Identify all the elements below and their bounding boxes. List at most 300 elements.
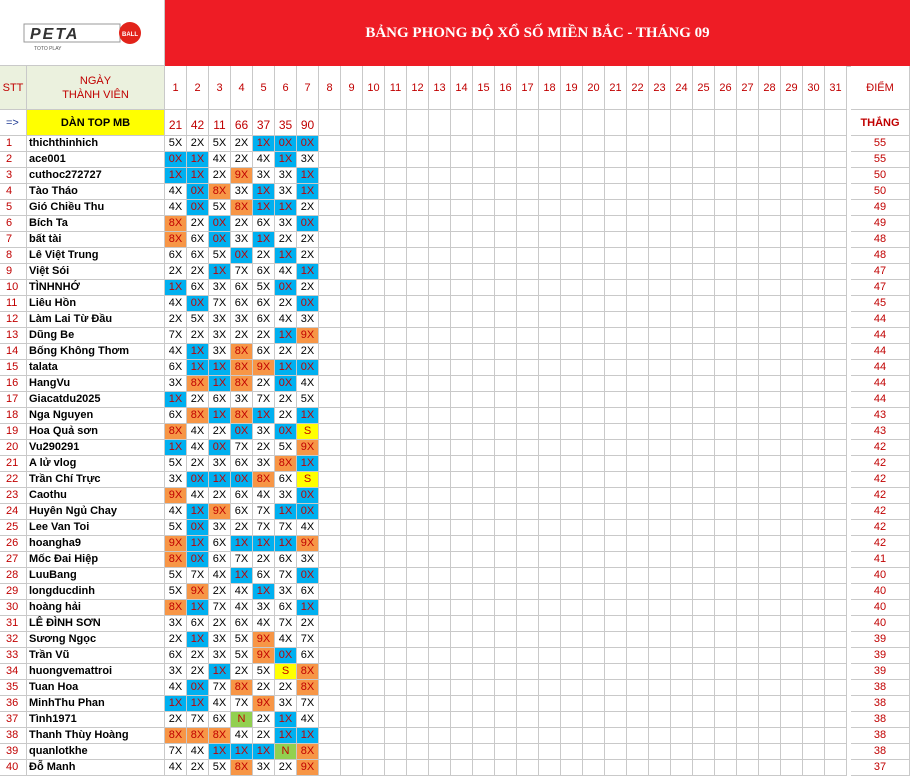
- day-empty-cell: [605, 344, 627, 360]
- day-empty-cell: [561, 424, 583, 440]
- day-empty-cell: [583, 168, 605, 184]
- day-empty-cell: [825, 600, 847, 616]
- day-empty-cell: [451, 376, 473, 392]
- day-result-cell: 2X: [231, 152, 253, 168]
- day-empty-cell: [451, 552, 473, 568]
- day-empty-cell: [693, 392, 715, 408]
- day-empty-cell: [583, 440, 605, 456]
- day-empty-cell: [363, 408, 385, 424]
- day-empty-cell: [605, 456, 627, 472]
- day-empty-cell: [363, 344, 385, 360]
- day-empty-cell: [561, 376, 583, 392]
- day-result-cell: 9X: [253, 632, 275, 648]
- day-empty-cell: [319, 536, 341, 552]
- column-header-day: 22: [627, 66, 649, 110]
- day-empty-cell: [715, 504, 737, 520]
- day-empty-cell: [495, 456, 517, 472]
- day-empty-cell: [627, 680, 649, 696]
- day-empty-cell: [693, 408, 715, 424]
- day-empty-cell: [671, 680, 693, 696]
- day-empty-cell: [737, 184, 759, 200]
- day-empty-cell: [561, 472, 583, 488]
- day-result-cell: 0X: [187, 552, 209, 568]
- day-empty-cell: [781, 376, 803, 392]
- member-score: 39: [851, 664, 910, 680]
- day-empty-cell: [319, 312, 341, 328]
- day-result-cell: 2X: [275, 296, 297, 312]
- day-empty-cell: [451, 424, 473, 440]
- day-result-cell: 6X: [231, 488, 253, 504]
- row-number: 19: [0, 424, 27, 440]
- day-empty-cell: [517, 296, 539, 312]
- day-empty-cell: [341, 696, 363, 712]
- day-empty-cell: [671, 184, 693, 200]
- row-number: 3: [0, 168, 27, 184]
- day-empty-cell: [561, 712, 583, 728]
- day-empty-cell: [473, 696, 495, 712]
- member-score: 49: [851, 216, 910, 232]
- day-empty-cell: [451, 232, 473, 248]
- day-empty-cell: [627, 584, 649, 600]
- day-empty-cell: [407, 408, 429, 424]
- day-empty-cell: [605, 312, 627, 328]
- day-empty-cell: [539, 680, 561, 696]
- day-empty-cell: [407, 200, 429, 216]
- day-empty-cell: [649, 152, 671, 168]
- day-result-cell: 6X: [165, 408, 187, 424]
- day-result-cell: 1X: [165, 696, 187, 712]
- day-empty-cell: [451, 280, 473, 296]
- day-empty-cell: [341, 504, 363, 520]
- member-name: Hoa Quả sơn: [27, 424, 165, 440]
- day-empty-cell: [539, 616, 561, 632]
- day-empty-cell: [495, 328, 517, 344]
- day-empty-cell: [495, 648, 517, 664]
- row-number: 37: [0, 712, 27, 728]
- day-empty-cell: [759, 152, 781, 168]
- member-score: 38: [851, 696, 910, 712]
- day-empty-cell: [451, 184, 473, 200]
- day-empty-cell: [759, 472, 781, 488]
- day-empty-cell: [649, 248, 671, 264]
- day-empty-cell: [627, 232, 649, 248]
- day-empty-cell: [649, 648, 671, 664]
- day-empty-cell: [715, 472, 737, 488]
- top-row-value: [759, 110, 781, 136]
- day-empty-cell: [715, 248, 737, 264]
- day-result-cell: 5X: [275, 440, 297, 456]
- day-empty-cell: [363, 200, 385, 216]
- day-empty-cell: [803, 664, 825, 680]
- day-empty-cell: [803, 232, 825, 248]
- day-empty-cell: [473, 344, 495, 360]
- day-result-cell: 1X: [253, 408, 275, 424]
- day-empty-cell: [583, 376, 605, 392]
- day-empty-cell: [825, 232, 847, 248]
- top-row-value: [737, 110, 759, 136]
- day-empty-cell: [473, 296, 495, 312]
- column-header-day: 18: [539, 66, 561, 110]
- day-result-cell: 0X: [297, 136, 319, 152]
- day-empty-cell: [605, 568, 627, 584]
- day-empty-cell: [407, 648, 429, 664]
- day-empty-cell: [407, 360, 429, 376]
- member-score: 40: [851, 568, 910, 584]
- day-empty-cell: [759, 376, 781, 392]
- day-result-cell: 1X: [253, 744, 275, 760]
- day-empty-cell: [539, 152, 561, 168]
- member-name: longducdinh: [27, 584, 165, 600]
- member-score: 44: [851, 392, 910, 408]
- day-empty-cell: [363, 360, 385, 376]
- day-empty-cell: [605, 632, 627, 648]
- day-empty-cell: [319, 712, 341, 728]
- day-result-cell: 2X: [209, 584, 231, 600]
- day-empty-cell: [319, 392, 341, 408]
- day-result-cell: 6X: [187, 616, 209, 632]
- day-empty-cell: [451, 536, 473, 552]
- day-empty-cell: [583, 248, 605, 264]
- day-empty-cell: [341, 440, 363, 456]
- day-empty-cell: [561, 216, 583, 232]
- day-empty-cell: [363, 328, 385, 344]
- day-empty-cell: [561, 504, 583, 520]
- day-empty-cell: [781, 696, 803, 712]
- day-empty-cell: [737, 584, 759, 600]
- day-result-cell: 9X: [209, 504, 231, 520]
- day-empty-cell: [451, 216, 473, 232]
- day-empty-cell: [671, 616, 693, 632]
- day-empty-cell: [671, 136, 693, 152]
- day-empty-cell: [473, 456, 495, 472]
- day-empty-cell: [693, 440, 715, 456]
- member-score: 42: [851, 440, 910, 456]
- day-empty-cell: [671, 168, 693, 184]
- day-result-cell: 1X: [253, 136, 275, 152]
- day-result-cell: 6X: [297, 648, 319, 664]
- day-empty-cell: [737, 280, 759, 296]
- day-result-cell: 6X: [253, 264, 275, 280]
- day-empty-cell: [583, 520, 605, 536]
- member-name: LuuBang: [27, 568, 165, 584]
- day-empty-cell: [385, 248, 407, 264]
- top-row-value: [825, 110, 847, 136]
- day-empty-cell: [737, 728, 759, 744]
- day-empty-cell: [429, 344, 451, 360]
- day-result-cell: 6X: [231, 296, 253, 312]
- day-empty-cell: [583, 568, 605, 584]
- day-result-cell: 5X: [165, 520, 187, 536]
- day-empty-cell: [693, 712, 715, 728]
- day-empty-cell: [715, 312, 737, 328]
- day-empty-cell: [737, 440, 759, 456]
- day-result-cell: 1X: [275, 712, 297, 728]
- day-empty-cell: [671, 360, 693, 376]
- day-empty-cell: [759, 392, 781, 408]
- day-empty-cell: [473, 664, 495, 680]
- day-empty-cell: [473, 376, 495, 392]
- row-number: 4: [0, 184, 27, 200]
- day-empty-cell: [517, 280, 539, 296]
- day-empty-cell: [825, 616, 847, 632]
- day-empty-cell: [407, 296, 429, 312]
- day-empty-cell: [759, 408, 781, 424]
- day-empty-cell: [803, 600, 825, 616]
- row-number: 35: [0, 680, 27, 696]
- day-empty-cell: [693, 504, 715, 520]
- day-result-cell: 2X: [187, 136, 209, 152]
- top-row-arrow: =>: [0, 110, 27, 136]
- day-result-cell: 4X: [187, 424, 209, 440]
- day-result-cell: 4X: [231, 584, 253, 600]
- day-empty-cell: [407, 312, 429, 328]
- day-result-cell: 1X: [209, 264, 231, 280]
- day-empty-cell: [605, 712, 627, 728]
- day-result-cell: 1X: [253, 536, 275, 552]
- day-result-cell: 8X: [231, 760, 253, 776]
- day-empty-cell: [473, 248, 495, 264]
- day-empty-cell: [759, 632, 781, 648]
- member-score: 40: [851, 616, 910, 632]
- day-empty-cell: [605, 680, 627, 696]
- day-empty-cell: [781, 488, 803, 504]
- day-empty-cell: [363, 248, 385, 264]
- member-score: 42: [851, 520, 910, 536]
- day-empty-cell: [517, 504, 539, 520]
- day-empty-cell: [495, 696, 517, 712]
- member-name: Nga Nguyen: [27, 408, 165, 424]
- day-empty-cell: [451, 408, 473, 424]
- day-empty-cell: [517, 408, 539, 424]
- day-empty-cell: [451, 488, 473, 504]
- day-empty-cell: [825, 424, 847, 440]
- day-empty-cell: [451, 504, 473, 520]
- day-empty-cell: [781, 392, 803, 408]
- day-empty-cell: [319, 152, 341, 168]
- day-empty-cell: [627, 488, 649, 504]
- day-empty-cell: [825, 216, 847, 232]
- column-header-day: 28: [759, 66, 781, 110]
- day-empty-cell: [407, 280, 429, 296]
- day-result-cell: 2X: [275, 232, 297, 248]
- day-empty-cell: [715, 584, 737, 600]
- day-empty-cell: [693, 168, 715, 184]
- day-empty-cell: [583, 408, 605, 424]
- day-empty-cell: [385, 616, 407, 632]
- day-empty-cell: [341, 488, 363, 504]
- day-empty-cell: [407, 632, 429, 648]
- member-score: 39: [851, 632, 910, 648]
- day-empty-cell: [671, 584, 693, 600]
- day-empty-cell: [363, 504, 385, 520]
- day-empty-cell: [495, 536, 517, 552]
- day-empty-cell: [429, 552, 451, 568]
- day-empty-cell: [429, 488, 451, 504]
- top-row-value: [715, 110, 737, 136]
- day-empty-cell: [671, 328, 693, 344]
- day-empty-cell: [781, 280, 803, 296]
- day-empty-cell: [539, 136, 561, 152]
- day-empty-cell: [539, 600, 561, 616]
- member-name: Giacatdu2025: [27, 392, 165, 408]
- day-empty-cell: [583, 696, 605, 712]
- column-header-day: 5: [253, 66, 275, 110]
- day-result-cell: 6X: [231, 504, 253, 520]
- day-result-cell: 4X: [187, 744, 209, 760]
- day-empty-cell: [319, 408, 341, 424]
- member-name: Sương Ngọc: [27, 632, 165, 648]
- member-name: Lee Van Toi: [27, 520, 165, 536]
- day-result-cell: 3X: [209, 280, 231, 296]
- day-empty-cell: [781, 632, 803, 648]
- day-empty-cell: [473, 200, 495, 216]
- day-empty-cell: [605, 648, 627, 664]
- day-result-cell: 7X: [187, 712, 209, 728]
- day-result-cell: 3X: [231, 312, 253, 328]
- day-result-cell: 8X: [187, 728, 209, 744]
- day-empty-cell: [341, 296, 363, 312]
- day-empty-cell: [649, 696, 671, 712]
- day-empty-cell: [583, 360, 605, 376]
- day-empty-cell: [517, 360, 539, 376]
- day-empty-cell: [429, 504, 451, 520]
- day-result-cell: 2X: [165, 312, 187, 328]
- day-empty-cell: [341, 168, 363, 184]
- day-empty-cell: [407, 600, 429, 616]
- day-empty-cell: [319, 216, 341, 232]
- day-empty-cell: [539, 248, 561, 264]
- day-empty-cell: [473, 392, 495, 408]
- day-empty-cell: [385, 392, 407, 408]
- day-empty-cell: [341, 344, 363, 360]
- day-empty-cell: [429, 744, 451, 760]
- day-empty-cell: [495, 680, 517, 696]
- day-empty-cell: [363, 632, 385, 648]
- day-empty-cell: [451, 248, 473, 264]
- member-name: A lử vlog: [27, 456, 165, 472]
- day-result-cell: 1X: [187, 152, 209, 168]
- day-empty-cell: [693, 696, 715, 712]
- day-empty-cell: [693, 200, 715, 216]
- day-empty-cell: [451, 456, 473, 472]
- day-result-cell: 1X: [209, 472, 231, 488]
- day-result-cell: 6X: [253, 312, 275, 328]
- day-result-cell: 0X: [275, 136, 297, 152]
- day-empty-cell: [671, 664, 693, 680]
- day-empty-cell: [583, 424, 605, 440]
- day-result-cell: 1X: [231, 568, 253, 584]
- day-empty-cell: [605, 664, 627, 680]
- row-number: 24: [0, 504, 27, 520]
- member-name: Làm Lai Từ Đầu: [27, 312, 165, 328]
- member-name: Gió Chiều Thu: [27, 200, 165, 216]
- day-empty-cell: [759, 664, 781, 680]
- member-score: 38: [851, 680, 910, 696]
- svg-text:BALL: BALL: [122, 32, 138, 38]
- day-empty-cell: [825, 648, 847, 664]
- column-header-day: 25: [693, 66, 715, 110]
- page-title: BẢNG PHONG ĐỘ XỔ SỐ MIỀN BẮC - THÁNG 09: [165, 0, 910, 67]
- day-empty-cell: [715, 200, 737, 216]
- day-empty-cell: [539, 344, 561, 360]
- day-empty-cell: [319, 600, 341, 616]
- top-row-value: [473, 110, 495, 136]
- column-header-day: 13: [429, 66, 451, 110]
- day-empty-cell: [363, 680, 385, 696]
- column-header-day: 15: [473, 66, 495, 110]
- day-empty-cell: [759, 328, 781, 344]
- day-result-cell: 9X: [187, 584, 209, 600]
- day-empty-cell: [649, 408, 671, 424]
- day-empty-cell: [341, 248, 363, 264]
- day-empty-cell: [495, 632, 517, 648]
- day-result-cell: 6X: [165, 248, 187, 264]
- day-empty-cell: [341, 712, 363, 728]
- day-empty-cell: [825, 552, 847, 568]
- member-score: 37: [851, 760, 910, 776]
- day-empty-cell: [627, 168, 649, 184]
- day-empty-cell: [583, 184, 605, 200]
- day-result-cell: 3X: [165, 376, 187, 392]
- row-number: 39: [0, 744, 27, 760]
- member-name: LÊ ĐÌNH SƠN: [27, 616, 165, 632]
- day-empty-cell: [363, 568, 385, 584]
- day-empty-cell: [737, 568, 759, 584]
- day-result-cell: 4X: [275, 264, 297, 280]
- day-empty-cell: [363, 664, 385, 680]
- day-result-cell: 2X: [253, 680, 275, 696]
- day-empty-cell: [759, 616, 781, 632]
- day-empty-cell: [781, 152, 803, 168]
- day-empty-cell: [715, 136, 737, 152]
- day-empty-cell: [781, 296, 803, 312]
- day-empty-cell: [627, 200, 649, 216]
- day-empty-cell: [495, 264, 517, 280]
- day-empty-cell: [781, 328, 803, 344]
- day-result-cell: 3X: [253, 168, 275, 184]
- day-empty-cell: [363, 264, 385, 280]
- day-empty-cell: [803, 344, 825, 360]
- day-empty-cell: [825, 456, 847, 472]
- day-result-cell: 0X: [297, 296, 319, 312]
- day-result-cell: 2X: [187, 664, 209, 680]
- day-empty-cell: [649, 632, 671, 648]
- day-result-cell: 1X: [209, 744, 231, 760]
- day-empty-cell: [649, 616, 671, 632]
- day-empty-cell: [627, 568, 649, 584]
- day-empty-cell: [627, 616, 649, 632]
- column-header-day: 27: [737, 66, 759, 110]
- day-empty-cell: [451, 344, 473, 360]
- day-empty-cell: [561, 520, 583, 536]
- day-result-cell: 8X: [253, 472, 275, 488]
- column-header-day: 26: [715, 66, 737, 110]
- day-empty-cell: [825, 568, 847, 584]
- day-empty-cell: [649, 168, 671, 184]
- day-empty-cell: [693, 264, 715, 280]
- day-empty-cell: [517, 168, 539, 184]
- day-result-cell: 7X: [297, 632, 319, 648]
- day-empty-cell: [825, 200, 847, 216]
- day-empty-cell: [759, 312, 781, 328]
- row-number: 7: [0, 232, 27, 248]
- day-empty-cell: [539, 504, 561, 520]
- day-result-cell: 7X: [297, 696, 319, 712]
- day-result-cell: 5X: [231, 648, 253, 664]
- day-empty-cell: [825, 136, 847, 152]
- member-score: 48: [851, 248, 910, 264]
- day-empty-cell: [473, 744, 495, 760]
